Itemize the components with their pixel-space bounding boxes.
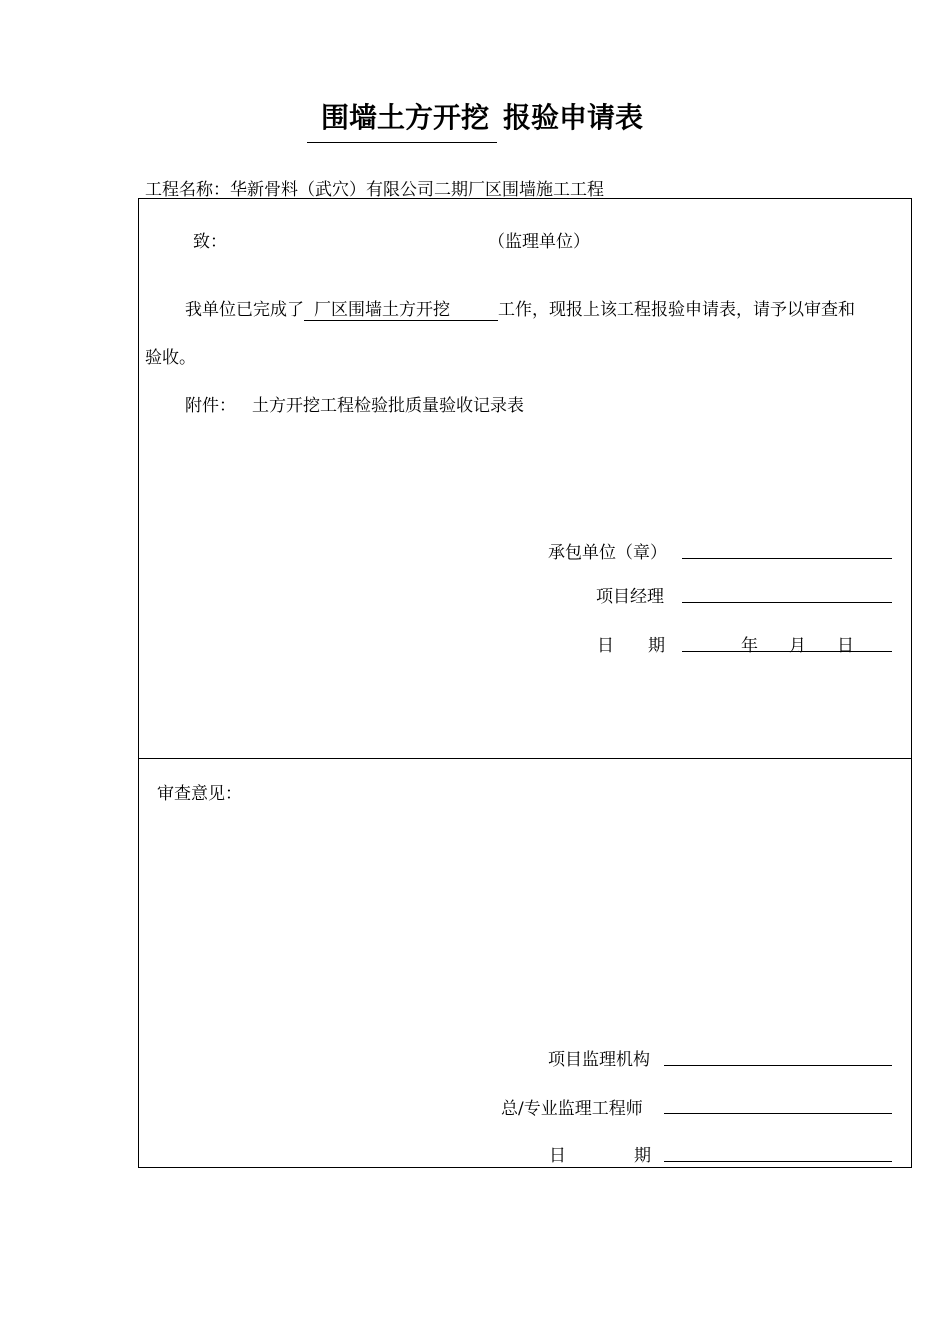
body-line-1 xyxy=(185,295,855,321)
work-item-field: 厂区围墙土方开挖 xyxy=(304,295,498,321)
date-line-bottom xyxy=(664,1161,892,1162)
engineer-line xyxy=(664,1113,892,1114)
date-label-bottom: 日 期 xyxy=(549,1146,651,1166)
body-line-2: 验收。 xyxy=(145,348,196,368)
project-name: 工程名称：华新骨料（武穴）有限公司二期厂区围墙施工工程 xyxy=(145,180,604,200)
supervisor-unit-label: （监理单位） xyxy=(488,232,590,252)
addressee-label: 致： xyxy=(193,232,227,252)
date-line-top xyxy=(682,651,892,652)
date-month: 月 xyxy=(789,636,806,656)
supervision-org-line xyxy=(664,1065,892,1066)
date-day: 日 xyxy=(837,636,854,656)
attachment-value: 土方开挖工程检验批质量验收记录表 xyxy=(252,396,524,416)
form-title xyxy=(0,96,950,143)
contractor-signature-line xyxy=(682,558,892,559)
date-label-top: 日 期 xyxy=(597,636,665,656)
attachment-label: 附件： xyxy=(185,396,236,416)
section-divider xyxy=(138,758,912,759)
review-opinion-label: 审查意见： xyxy=(157,784,242,804)
manager-signature-line xyxy=(682,602,892,603)
body-suffix: 工作，现报上该工程报验申请表，请予以审查和 xyxy=(498,300,855,320)
title-part-2: 报验申请表 xyxy=(503,101,644,134)
engineer-label: 总/专业监理工程师 xyxy=(501,1099,643,1119)
date-year: 年 xyxy=(741,636,758,656)
supervision-org-label: 项目监理机构 xyxy=(548,1050,650,1070)
contractor-label: 承包单位（章） xyxy=(548,543,667,563)
body-prefix: 我单位已完成了 xyxy=(185,300,304,320)
form-frame xyxy=(138,198,912,1168)
title-part-1: 围墙土方开挖 xyxy=(307,96,497,143)
manager-label: 项目经理 xyxy=(596,587,664,607)
